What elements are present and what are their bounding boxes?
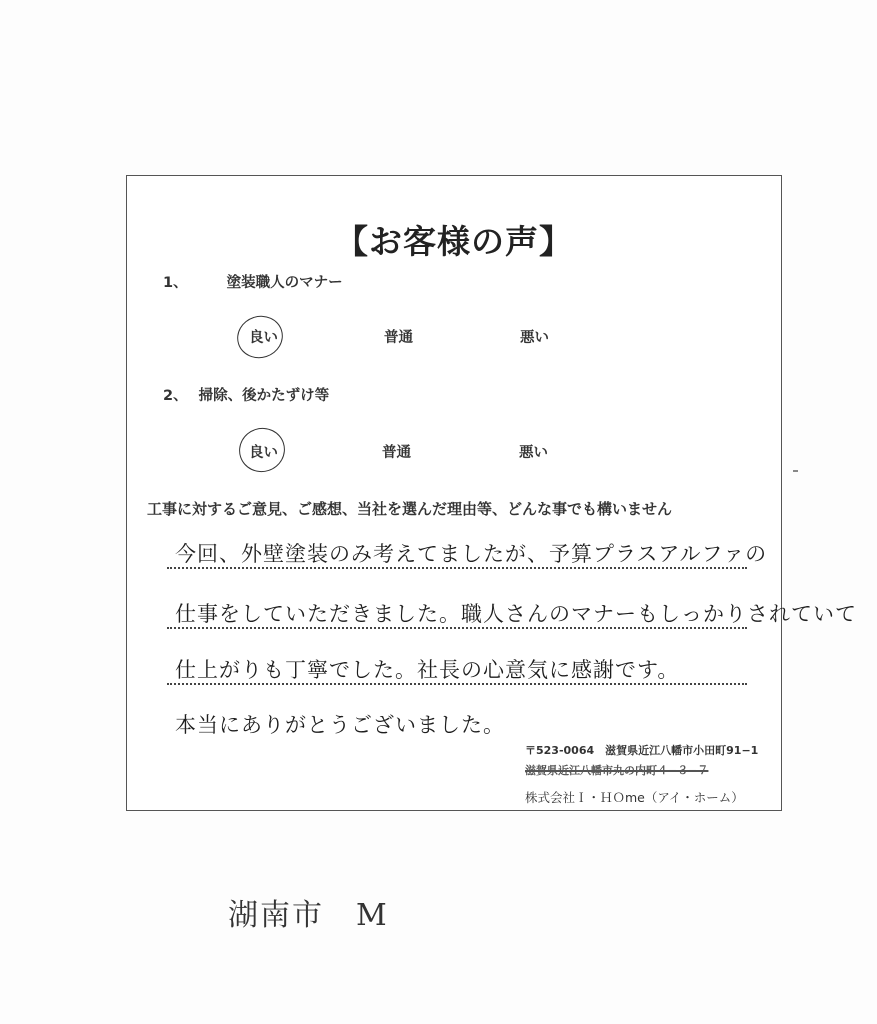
question-2-number: 2、 — [163, 388, 188, 404]
question-2 — [163, 384, 329, 405]
company-old-address: 滋賀県近江八幡市丸の内町４−３−７ — [525, 764, 709, 777]
q1-option-bad[interactable]: 悪い — [520, 330, 549, 346]
comment-line-1: 今回、外壁塗装のみ考えてましたが、予算プラスアルファの — [175, 542, 768, 566]
dotted-rule — [167, 683, 747, 685]
question-1 — [163, 271, 343, 292]
dotted-rule — [167, 567, 747, 569]
q1-option-normal[interactable]: 普通 — [384, 330, 413, 346]
scan-speck — [793, 470, 798, 472]
customer-signature: 湖南市 M — [228, 898, 389, 933]
q2-option-good[interactable]: 良い — [249, 445, 278, 461]
q2-option-normal[interactable]: 普通 — [382, 445, 411, 461]
question-1-number: 1、 — [163, 275, 188, 291]
q2-option-bad[interactable]: 悪い — [519, 445, 548, 461]
q2-selected-circle — [233, 422, 290, 478]
company-address: 〒523-0064 滋賀県近江八幡市小田町91−1 — [525, 744, 759, 757]
comment-line-3: 仕上がりも丁寧でした。社長の心意気に感謝です。 — [175, 658, 680, 682]
question-1-label: 塗装職人のマナー — [226, 275, 343, 291]
dotted-rule — [167, 627, 747, 629]
comment-prompt: 工事に対するご意見、ご感想、当社を選んだ理由等、どんな事でも構いません — [147, 500, 673, 518]
company-name: 株式会社Ｉ・ＨＯme（アイ・ホーム） — [525, 790, 744, 805]
comment-line-4: 本当にありがとうございました。 — [175, 713, 505, 737]
q1-option-good[interactable]: 良い — [249, 330, 278, 346]
page-title: 【お客様の声】 — [335, 222, 573, 261]
survey-card — [126, 175, 857, 811]
q1-selected-circle — [232, 310, 289, 364]
comment-line-2: 仕事をしていただきました。職人さんのマナーもしっかりされていて — [175, 602, 857, 626]
question-2-label: 掃除、後かたずけ等 — [198, 388, 330, 404]
